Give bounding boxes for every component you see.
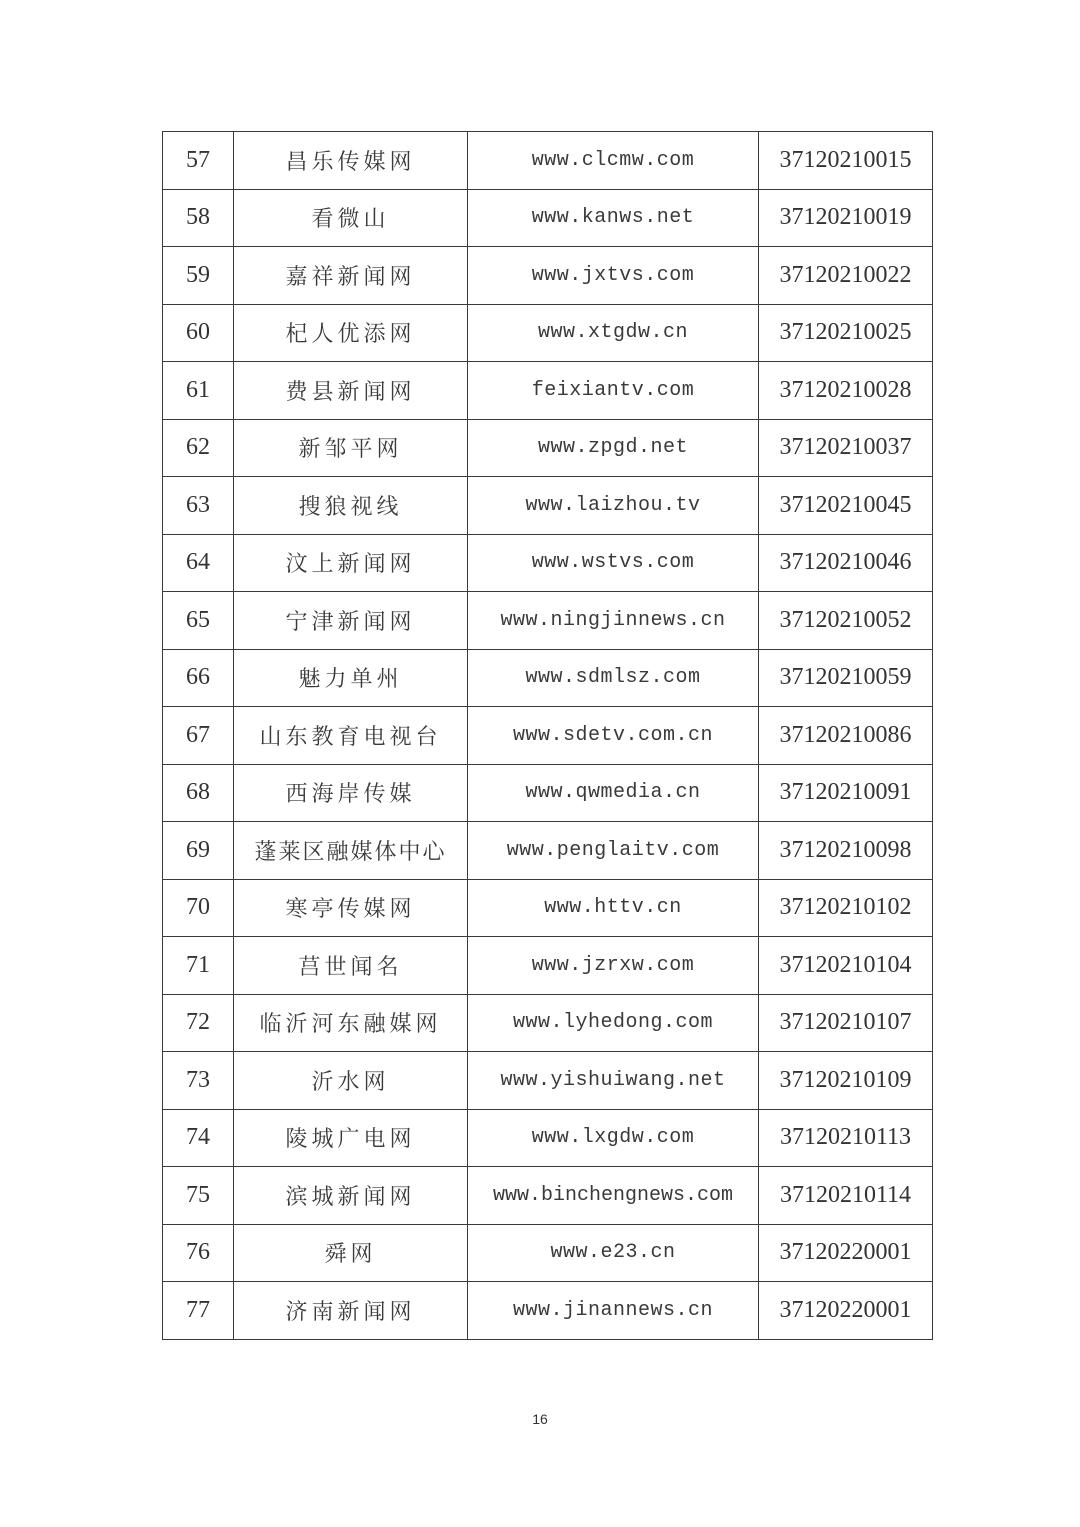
site-url: www.laizhou.tv	[468, 477, 759, 535]
site-name: 滨城新闻网	[234, 1167, 468, 1225]
row-number: 77	[163, 1282, 234, 1340]
site-name: 山东教育电视台	[234, 707, 468, 765]
site-url: www.yishuiwang.net	[468, 1052, 759, 1110]
site-name: 新邹平网	[234, 419, 468, 477]
license-code: 37120210091	[759, 764, 933, 822]
site-name: 舜网	[234, 1224, 468, 1282]
site-name: 陵城广电网	[234, 1109, 468, 1167]
table-row	[163, 534, 933, 592]
table-row	[163, 247, 933, 305]
row-number: 58	[163, 189, 234, 247]
site-url: www.jzrxw.com	[468, 937, 759, 995]
license-code: 37120210022	[759, 247, 933, 305]
license-code: 37120210107	[759, 994, 933, 1052]
row-number: 74	[163, 1109, 234, 1167]
site-url: www.kanws.net	[468, 189, 759, 247]
site-name: 嘉祥新闻网	[234, 247, 468, 305]
site-name: 魅力单州	[234, 649, 468, 707]
site-url: www.e23.cn	[468, 1224, 759, 1282]
table-row	[163, 1282, 933, 1340]
row-number: 76	[163, 1224, 234, 1282]
license-code: 37120210025	[759, 304, 933, 362]
license-code: 37120220001	[759, 1282, 933, 1340]
site-url: www.ningjinnews.cn	[468, 592, 759, 650]
row-number: 72	[163, 994, 234, 1052]
license-code: 37120210037	[759, 419, 933, 477]
table-row	[163, 707, 933, 765]
site-url: www.httv.cn	[468, 879, 759, 937]
table-row	[163, 1224, 933, 1282]
site-name: 搜狼视线	[234, 477, 468, 535]
table-body	[163, 132, 933, 1340]
table-row	[163, 879, 933, 937]
table-row	[163, 189, 933, 247]
license-code: 37120210028	[759, 362, 933, 420]
table-row	[163, 1052, 933, 1110]
site-name: 莒世闻名	[234, 937, 468, 995]
row-number: 68	[163, 764, 234, 822]
site-name: 汶上新闻网	[234, 534, 468, 592]
site-name: 临沂河东融媒网	[234, 994, 468, 1052]
row-number: 75	[163, 1167, 234, 1225]
site-url: www.lxgdw.com	[468, 1109, 759, 1167]
site-url: www.binchengnews.com	[468, 1167, 759, 1225]
license-code: 37120210104	[759, 937, 933, 995]
license-code: 37120220001	[759, 1224, 933, 1282]
table-row	[163, 362, 933, 420]
license-code: 37120210086	[759, 707, 933, 765]
table-row	[163, 937, 933, 995]
site-name: 宁津新闻网	[234, 592, 468, 650]
site-name: 杞人优添网	[234, 304, 468, 362]
table-row	[163, 1109, 933, 1167]
license-code: 37120210045	[759, 477, 933, 535]
table-row	[163, 419, 933, 477]
row-number: 60	[163, 304, 234, 362]
table-row	[163, 994, 933, 1052]
table-row	[163, 649, 933, 707]
row-number: 71	[163, 937, 234, 995]
row-number: 61	[163, 362, 234, 420]
table-row	[163, 1167, 933, 1225]
row-number: 67	[163, 707, 234, 765]
site-url: www.sdetv.com.cn	[468, 707, 759, 765]
table-row	[163, 304, 933, 362]
row-number: 64	[163, 534, 234, 592]
site-url: www.xtgdw.cn	[468, 304, 759, 362]
license-code: 37120210015	[759, 132, 933, 190]
license-code: 37120210052	[759, 592, 933, 650]
license-code: 37120210059	[759, 649, 933, 707]
row-number: 73	[163, 1052, 234, 1110]
row-number: 63	[163, 477, 234, 535]
news-site-registry-table	[162, 131, 933, 1340]
site-url: feixiantv.com	[468, 362, 759, 420]
site-url: www.sdmlsz.com	[468, 649, 759, 707]
site-url: www.clcmw.com	[468, 132, 759, 190]
row-number: 65	[163, 592, 234, 650]
table-row	[163, 132, 933, 190]
license-code: 37120210113	[759, 1109, 933, 1167]
page-number: 16	[532, 1411, 548, 1427]
table-row	[163, 592, 933, 650]
row-number: 59	[163, 247, 234, 305]
site-url: www.qwmedia.cn	[468, 764, 759, 822]
row-number: 70	[163, 879, 234, 937]
site-url: www.jinannews.cn	[468, 1282, 759, 1340]
site-name: 西海岸传媒	[234, 764, 468, 822]
row-number: 57	[163, 132, 234, 190]
license-code: 37120210046	[759, 534, 933, 592]
license-code: 37120210098	[759, 822, 933, 880]
site-name: 看微山	[234, 189, 468, 247]
row-number: 69	[163, 822, 234, 880]
site-name: 费县新闻网	[234, 362, 468, 420]
license-code: 37120210109	[759, 1052, 933, 1110]
site-name: 昌乐传媒网	[234, 132, 468, 190]
site-name: 沂水网	[234, 1052, 468, 1110]
site-name: 济南新闻网	[234, 1282, 468, 1340]
site-name: 寒亭传媒网	[234, 879, 468, 937]
site-url: www.jxtvs.com	[468, 247, 759, 305]
table-row	[163, 764, 933, 822]
license-code: 37120210102	[759, 879, 933, 937]
site-url: www.wstvs.com	[468, 534, 759, 592]
license-code: 37120210019	[759, 189, 933, 247]
site-name: 蓬莱区融媒体中心	[234, 822, 468, 880]
site-url: www.penglaitv.com	[468, 822, 759, 880]
site-url: www.lyhedong.com	[468, 994, 759, 1052]
site-url: www.zpgd.net	[468, 419, 759, 477]
row-number: 66	[163, 649, 234, 707]
table-row	[163, 822, 933, 880]
table-row	[163, 477, 933, 535]
row-number: 62	[163, 419, 234, 477]
license-code: 37120210114	[759, 1167, 933, 1225]
